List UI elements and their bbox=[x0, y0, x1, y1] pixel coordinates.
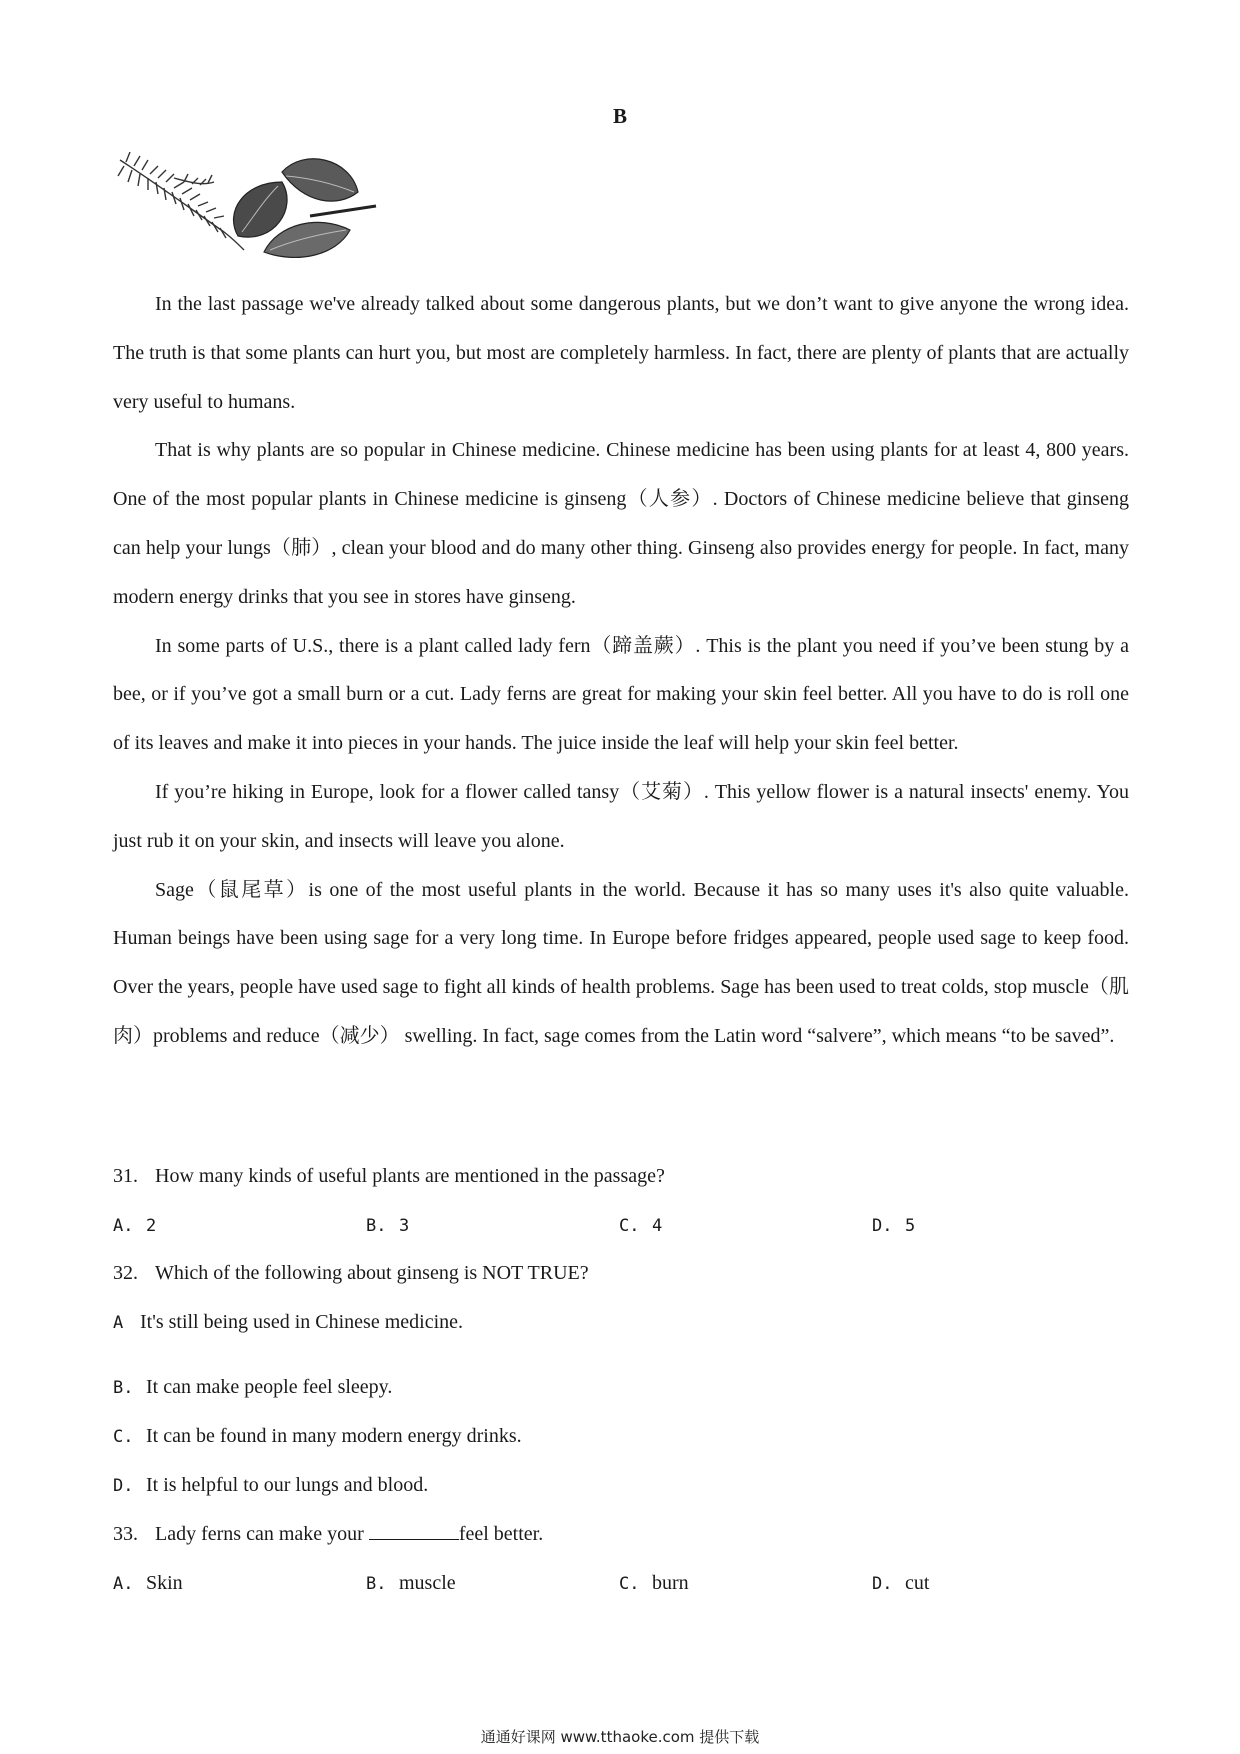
section-heading: B bbox=[612, 104, 627, 128]
option-letter: C. bbox=[619, 1216, 640, 1236]
question-number: 31. bbox=[113, 1165, 138, 1187]
option-text: 2 bbox=[146, 1216, 157, 1236]
option-text: It can make people feel sleepy. bbox=[146, 1376, 393, 1398]
option-text: 3 bbox=[399, 1216, 410, 1236]
plant-illustration bbox=[114, 152, 382, 264]
option-a[interactable] bbox=[113, 1569, 183, 1598]
passage-paragraph: Sage（鼠尾草）is one of the most useful plants in the world. Because it has so many uses it's also quite valuable. Human beings have been using sage for a very long time. In Europe before fridges appeared, people used sage to keep food. Over the years, people have used sage to fight all kinds of health problems. Sage has been used to treat colds, stop muscle（肌肉）problems and reduce（减少） swelling. In fact, sage comes from the Latin word “salvere”, which means “to be saved”. bbox=[113, 878, 1129, 1047]
question-text: Which of the following about ginseng is NOT TRUE? bbox=[155, 1262, 589, 1284]
option-letter: A bbox=[113, 1313, 124, 1333]
option-letter: D. bbox=[872, 1574, 893, 1594]
option-letter: A. bbox=[113, 1574, 134, 1594]
option-letter: B. bbox=[366, 1216, 387, 1236]
option-letter: D. bbox=[872, 1216, 893, 1236]
passage-paragraph: That is why plants are so popular in Chinese medicine. Chinese medicine has been using plants for at least 4, 800 years. One of the most popular plants in Chinese medicine is ginseng（人参）. Doctors of Chinese medicine believe that ginseng can help your lungs（肺）, clean your blood and do many other thing. Ginseng also provides energy for people. In fact, many modern energy drinks that you see in stores have ginseng. bbox=[113, 439, 1129, 608]
option-text: Skin bbox=[146, 1572, 183, 1594]
question-number: 33. bbox=[113, 1523, 138, 1545]
answer-blank[interactable] bbox=[369, 1521, 459, 1540]
reading-passage bbox=[113, 280, 1129, 1061]
option-letter: D. bbox=[113, 1476, 134, 1496]
option-c[interactable] bbox=[619, 1211, 662, 1240]
option-text: It's still being used in Chinese medicine. bbox=[140, 1311, 463, 1333]
question-text: Lady ferns can make your bbox=[155, 1523, 364, 1545]
passage-paragraph: In the last passage we've already talked about some dangerous plants, but we don’t want to give anyone the wrong idea. The truth is that some plants can hurt you, but most are completely harmless. In fact, there are plenty of plants that are actually very useful to humans. bbox=[113, 293, 1129, 413]
option-text: burn bbox=[652, 1572, 689, 1594]
option-b[interactable] bbox=[366, 1569, 456, 1598]
option-b[interactable] bbox=[113, 1373, 392, 1402]
option-letter: B. bbox=[366, 1574, 387, 1594]
option-text: 5 bbox=[905, 1216, 916, 1236]
passage-paragraph: In some parts of U.S., there is a plant called lady fern（蹄盖蕨）. This is the plant you need if you’ve been stung by a bee, or if you’ve got a small burn or a cut. Lady ferns are great for making your skin feel better. All you have to do is roll one of its leaves and make it into pieces in your hands. The juice inside the leaf will help your skin feel better. bbox=[113, 634, 1129, 755]
option-d[interactable] bbox=[872, 1211, 915, 1240]
question-32 bbox=[113, 1259, 589, 1287]
option-a[interactable] bbox=[113, 1308, 463, 1337]
option-c[interactable] bbox=[619, 1569, 689, 1598]
option-a[interactable] bbox=[113, 1211, 156, 1240]
option-d[interactable] bbox=[113, 1471, 428, 1500]
option-letter: A. bbox=[113, 1216, 134, 1236]
option-letter: B. bbox=[113, 1378, 134, 1398]
option-b[interactable] bbox=[366, 1211, 409, 1240]
option-letter: C. bbox=[619, 1574, 640, 1594]
option-text: It can be found in many modern energy drinks. bbox=[146, 1425, 522, 1447]
option-letter: C. bbox=[113, 1427, 134, 1447]
page-footer: 通通好课网 www.tthaoke.com 提供下载 bbox=[480, 1728, 760, 1746]
option-text: 4 bbox=[652, 1216, 663, 1236]
question-text-after: feel better. bbox=[458, 1523, 544, 1545]
question-31 bbox=[113, 1162, 665, 1190]
option-c[interactable] bbox=[113, 1422, 522, 1451]
passage-paragraph: If you’re hiking in Europe, look for a flower called tansy（艾菊）. This yellow flower is a natural insects' enemy. You just rub it on your skin, and insects will leave you alone. bbox=[113, 780, 1129, 852]
option-text: cut bbox=[905, 1572, 930, 1594]
option-d[interactable] bbox=[872, 1569, 929, 1598]
option-text: muscle bbox=[399, 1572, 456, 1594]
question-text: How many kinds of useful plants are mentioned in the passage? bbox=[155, 1165, 665, 1187]
sage-leaves-icon bbox=[234, 159, 376, 258]
question-number: 32. bbox=[113, 1262, 138, 1284]
option-text: It is helpful to our lungs and blood. bbox=[146, 1474, 429, 1496]
rosemary-sprig-icon bbox=[118, 152, 244, 250]
question-33 bbox=[113, 1520, 543, 1548]
